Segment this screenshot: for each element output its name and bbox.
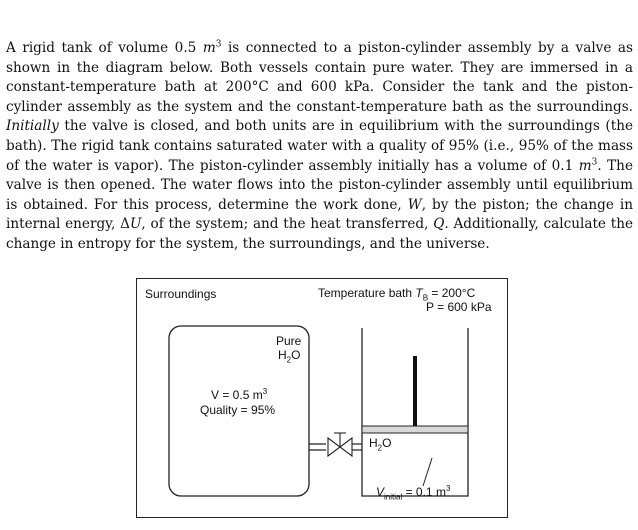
tank-pure-label: Pure [276,334,302,348]
surroundings-label: Surroundings [145,287,217,301]
bath-temperature-label: Temperature bath $T_B = 200^\circ C$ [318,286,476,303]
problem-statement: A rigid tank of volume 0.5 $m^3$ is connected to a piston-cylinder assembly by a valve as shown in the diagram below. Both vessels contain pure water. They are immersed in a constant-temperature bath at 200°C and 600 kPa. Consider the tank and the piston-cylinder assembly as the system and the constant-temperature bath as the surroundings. Initially the valve is closed, and both units are in equilibrium with the surroundings (the bath). The rigid tank contains saturated water with a quality of 95% (i.e., 95% of the mass of the water is vapor). The piston-cylinder assembly initially has a volume of 0.1 $m^3$. The valve is then opened. The water flows into the piston-cylinder assembly until equilibrium is obtained. For this process, determine the work done, W, by the piston; the change in internal energy, ΔU, of the system; and the heat transferred, Q. Additionally, calculate the change in entropy for the system, the surroundings, and the universe. [6,39,633,252]
tank-volume-label: V = 0.5 $m^3$ [211,387,268,402]
tank-piston-diagram [136,278,508,518]
tank-quality-label: Quality = 95% [200,403,276,417]
piston-rod [413,356,417,426]
tank-h2o-label: $H_2O$ [278,348,301,365]
cylinder-h2o-label: $H_2O$ [369,436,392,453]
bath-pressure-label: P = 600 kPa [426,300,492,314]
piston-head [362,426,468,433]
initial-volume-label: $V_{initial} = 0.1$ $m^3$ [376,484,451,502]
diagram-drawing [136,278,508,518]
